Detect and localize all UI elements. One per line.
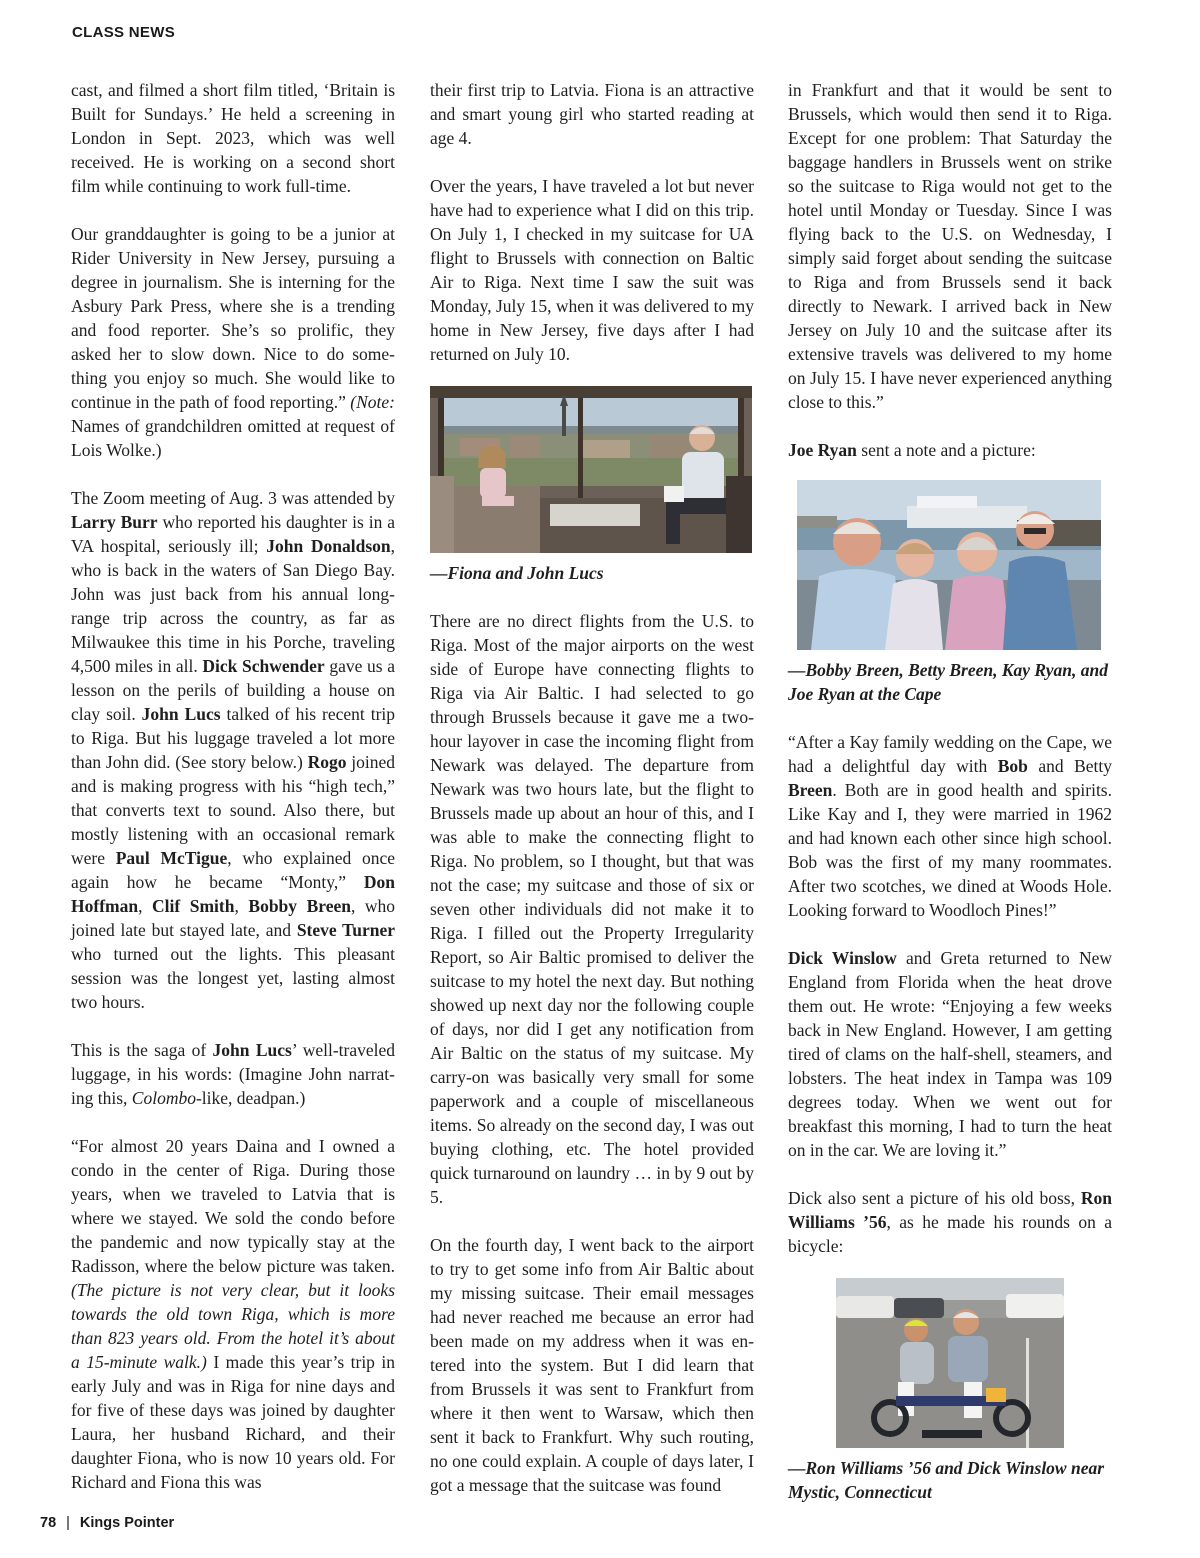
name-bob: Bob (997, 756, 1028, 776)
page-footer (40, 1515, 174, 1531)
photo-fiona-and-john-lucs-image (430, 386, 752, 553)
name-john-lucs-2: John Lucs (212, 1040, 292, 1060)
photo-ron-williams-and-dick-winslow (836, 1278, 1064, 1448)
col3-paragraph-2: Joe Ryan sent a note and a picture: (788, 440, 1036, 460)
column-3 (788, 78, 1112, 1504)
col1-paragraph-4: This is the saga of John Lucs’ well-traveled luggage, in his words: (Imagine John narrating this, Colombo-like, deadpan.) (71, 1040, 396, 1108)
column-1 (71, 78, 395, 1494)
name-rogo: Rogo (307, 752, 347, 772)
name-dick-winslow: Dick Winslow (788, 948, 897, 968)
col3-paragraph-1: in Frankfurt and that it would be sent to Brussels, which would then send it to Riga. Except for one problem: That Saturday the baggage handlers in Brussels went on strike so the suitcase to Riga would not get to the hotel until Monday or Tuesday. Since I was flying back to the U.S. on Wednesday, I simply said forget about sending the suitcase to Riga and from Brussels send it back directly to Newark. I arrived back in New Jersey on July 10 and the suitcase after its extensive travels was delivered to my home on July 15. I have never experienced anything close to this.” (788, 80, 1112, 412)
column-2 (430, 78, 754, 1497)
name-steve-turner: Steve Turner (296, 920, 395, 940)
name-joe-ryan: Joe Ryan (788, 440, 857, 460)
name-don-hoffman: Don Hoffman (71, 872, 395, 916)
col3-paragraph-5: Dick also sent a picture of his old boss, Ron Williams ’56, as he made his rounds on a bicycle: (788, 1188, 1112, 1256)
col2-paragraph-4: On the fourth day, I went back to the airport to try to get some info from Air Baltic about my missing suitcase. Their email messages had never reached me because an error had been made on my address when it was entered into the system. But I did learn that from Brussels it was sent to Frankfurt from where it then went to Warsaw, which then sent it back to Frankfurt. Why such routing, no one could explain. A couple of days later, I got a message that the suitcase was found (430, 1235, 754, 1495)
col3-paragraph-4: Dick Winslow and Greta returned to New England from Florida when the heat drove them out. He wrote: “Enjoying a few weeks back in New England. However, I am getting tired of clams on the half-shell, steamers, and lobsters. The heat index in Tampa was 109 degrees today. When we went out for breakfast this morning, I had to turn the heat on in the car. We are loving it.” (788, 948, 1112, 1160)
photo-ron-williams-and-dick-winslow-image (836, 1278, 1064, 1448)
col1-paragraph-3: The Zoom meeting of Aug. 3 was attended by Larry Burr who reported his daughter is in a VA hospital, seriously ill; John Donaldson, who is back in the waters of San Diego Bay. John was just back from his annual long-range trip across the country, as far as Milwaukee this time in his Porche, traveling 4,500 miles in all. Dick Schwender gave us a lesson on the perils of building a house on clay soil. John Lucs talked of his recent trip to Riga. But his luggage traveled a lot more than John did. (See story below.) Rogo joined and is making progress with his “high tech,” that converts text to sound. Also there, but mostly listening with an occasional remark were Paul McTigue, who explained once again how he became “Monty,” Don Hoffman, Clif Smith, Bobby Breen, who joined late but stayed late, and Steve Turner who turned out the lights. This pleasant session was the longest yet, lasting almost two hours. (71, 488, 396, 1012)
caption-breens-and-ryans: —Bobby Breen, Betty Breen, Kay Ryan, and Joe Ryan at the Cape (788, 660, 1109, 704)
photo-breens-and-ryans (797, 480, 1101, 650)
name-paul-mctigue: Paul McTigue (115, 848, 228, 868)
col1-paragraph-1: cast, and filmed a short film titled, ‘Britain is Built for Sundays.’ He held a screening in London in Sept. 2023, which was well received. He is working on a second short film while continuing to work full-time. (71, 80, 395, 196)
col2-paragraph-2: Over the years, I have traveled a lot but never have had to experience what I did on this trip. On July 1, I checked in my suitcase for UA flight to Brussels with connection on Baltic Air to Riga. Next time I saw the suit was Monday, July 15, when it was delivered to my home in New Jersey, five days after I had returned on July 10. (430, 176, 754, 364)
note-label: (Note: (350, 392, 395, 412)
caption-ron-williams-and-dick-winslow: —Ron Williams ’56 and Dick Winslow near Mystic, Connecticut (788, 1458, 1105, 1502)
col1-paragraph-5: “For almost 20 years Daina and I owned a condo in the center of Riga. During those years, when we traveled to Latvia that is where we stayed. We sold the condo before the pandemic and now typically stay at the Radisson, where the below picture was taken. (The picture is not very clear, but it looks towards the old town Riga, which is more than 823 years old. From the hotel it’s about a 15-minute walk.) I made this year’s trip in early July and was in Riga for nine days and for five of these days was joined by daughter Laura, her husband Richard, and their daughter Fiona, who is now 10 years old. For Richard and Fiona this was (71, 1136, 396, 1492)
caption-fiona-and-john-lucs: —Fiona and John Lucs (430, 563, 604, 583)
name-john-lucs: John Lucs (141, 704, 221, 724)
name-clif-smith: Clif Smith (152, 896, 235, 916)
name-larry-burr: Larry Burr (71, 512, 158, 532)
photo-fiona-and-john-lucs (430, 386, 752, 553)
photo-breens-and-ryans-image (797, 480, 1101, 650)
col3-paragraph-3: “After a Kay family wedding on the Cape, we had a delightful day with Bob and Betty Breen. Both are in good health and spirits. Like Kay and I, they were married in 1962 and had known each other since high school. Bob was the first of my many roommates. After two scotches, we dined at Woods Hole. Looking forward to Woodloch Pines!” (788, 732, 1112, 920)
name-breen: Breen (788, 780, 833, 800)
name-dick-schwender: Dick Schwender (202, 656, 325, 676)
col2-paragraph-1: their first trip to Latvia. Fiona is an attractive and smart young girl who started reading at age 4. (430, 80, 754, 148)
name-bobby-breen: Bobby Breen (248, 896, 351, 916)
section-header: CLASS NEWS (72, 24, 176, 41)
col2-paragraph-3: There are no direct flights from the U.S. to Riga. Most of the major airports on the west side of Europe have connecting flights to Riga via Air Baltic. I had selected to go through Brussels because it gave me a two-hour layover in case the incoming flight from Newark was delayed. The departure from Newark was two hours late, but the flight to Brussels made up about an hour of this, and I was able to make the connecting flight to Riga. No problem, so I thought, but that was not the case; my suitcase and those of six or seven other individuals did not make it to Riga. I filled out the Property Irregularity Report, so Air Baltic promised to deliver the suitcase to my hotel the next day. But nothing showed up next day nor the following couple of days, nor did I get any notification from Air Baltic on the status of my suitcase. My carry-on was basically very small for some paperwork and a couple of miscellaneous items. So already on the second day, I was out buying clothing, etc. The hotel provided quick turnaround on laundry … in by 9 out by 5. (430, 611, 754, 1207)
name-john-donaldson: John Donaldson (266, 536, 391, 556)
name-ron-williams: Ron Williams ’56 (788, 1188, 1112, 1232)
page-number: 78 (40, 1515, 57, 1531)
col1-paragraph-2: Our granddaughter is going to be a junior at Rider University in New Jersey, pursuing a degree in journalism. She is interning for the Asbury Park Press, where she is a trending and food reporter. She’s so prolific, they asked her to slow down. Nice to do something you enjoy so much. She would like to continue in the path of food reporting.” (Note: Names of grandchildren omitted at request of Lois Wolke.) (71, 224, 395, 460)
publication-name: Kings Pointer (79, 1515, 175, 1531)
footer-separator: | (66, 1515, 70, 1531)
